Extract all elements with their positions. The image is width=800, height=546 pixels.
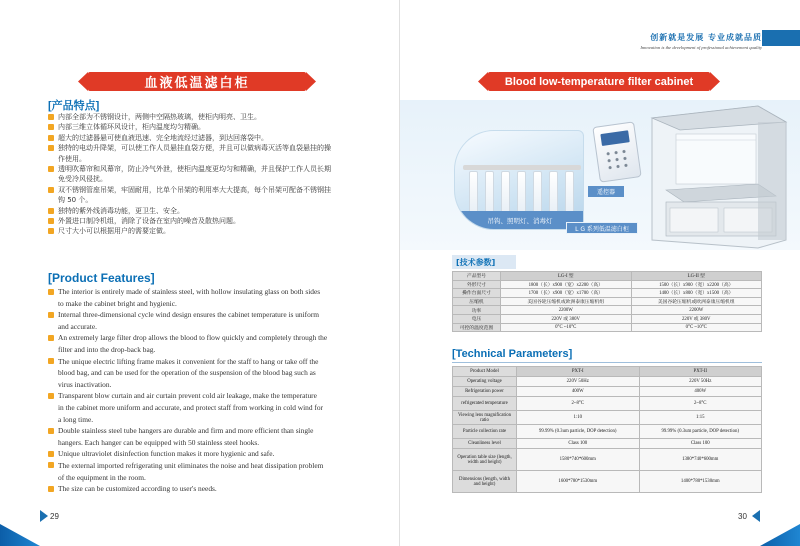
table-header-cell: PXT-I [517,367,640,377]
table-row [453,377,762,387]
spec-value: 2200W [631,306,762,315]
feature-en-line: Double stainless steel tube hangers are durable and firm and more efficient than single [48,425,353,437]
table-row [453,306,762,315]
table-header-row [453,367,762,377]
spec-table-en [452,366,762,493]
spec-value: 1600*780*1530mm [517,471,640,493]
spec-value: 1700（长）x900（宽）x1700（高） [501,289,632,298]
spec-value: 0°C ~10°C [631,323,762,332]
feature-en-line: in the cabinet more uniform and accurate, and protect staff from working in cold wind for [58,402,324,412]
table-header-cell: Product Model [453,367,517,377]
feature-cn-line: 独特的紫外线消毒功能，更卫生、安全。 [48,206,360,216]
features-en-heading: [Product Features] [48,271,155,285]
corner-decoration [760,524,800,546]
table-row [453,425,762,439]
spec-value: 1500（长）x900（宽）x2200（高） [631,280,762,289]
feature-en-line: a long time. [58,414,94,424]
table-row [453,387,762,397]
page-marker-icon [40,510,48,522]
spec-label: Particle collection rate [453,425,517,439]
spec-value: 2200W [501,306,632,315]
feature-en-line: The unique electric lifting frame makes it convenient for the staff to hang or take off the [48,356,353,368]
spec-en-heading: [Technical Parameters] [452,348,573,360]
hanger-caption: 吊钩、照明灯、消毒灯 [455,211,584,229]
feature-en-line: The external imported refrigerating unit eliminates the noise and heat dissipation problem [48,460,353,472]
spec-value: 美国谷轮压缩机或欧洲泰康压缩机组 [631,297,762,306]
spec-label: Viewing lens magnification ratio [453,411,517,425]
remote-caption: 遥控器 [588,186,624,197]
spec-label: 电压 [453,314,501,323]
feature-cn-line: 内部三维立体循环风设计，柜内温度均匀精确。 [48,122,360,132]
hanger-photo [454,130,584,230]
table-header-cell: 产品型号 [453,272,501,281]
spec-table-cn [452,271,762,332]
spec-value: 2~8°C [517,397,640,411]
spec-value: 220V 或 380V [631,314,762,323]
feature-cn-line: 外置进口制冷机组，消除了设备在室内的噪音及散热问题。 [48,216,360,226]
spec-value: 220V 50Hz [639,377,762,387]
remote-keys [604,147,633,172]
spec-value: 400W [639,387,762,397]
spec-label: 压缩机 [453,297,501,306]
feature-cn-line: 作使用。 [58,154,86,163]
feature-en-line: filter and into the drop-back bag. [58,344,156,354]
spec-value: 1580*740*600mm [517,449,640,471]
spec-value: 1400*780*1530mm [639,471,762,493]
feature-cn-line: 超大的过滤器悬可使血液迅速、完全地流经过滤器，到达回落袋中。 [48,133,360,143]
series-caption: L G 系列低温滤白柜 [566,222,638,234]
spec-value: 220V 或 380V [501,314,632,323]
table-row [453,439,762,449]
feature-en-line: The interior is entirely made of stainless steel, with hollow insulating glass on both sides [48,286,353,298]
spec-label: Operation table size (length, width and height) [453,449,517,471]
feature-cn-line: 免受冷风侵扰。 [58,175,107,184]
right-page [400,0,800,546]
remote-screen [600,130,629,146]
spec-label: refrigerated temperature [453,397,517,411]
feature-cn-line: 尺寸大小可以根据用户的需要定做。 [48,226,360,236]
page-title-cn: 血液低温滤白柜 [88,72,306,91]
spec-value: 220V 50Hz [517,377,640,387]
spec-value: 400W [517,387,640,397]
heading-underline [452,362,762,363]
spec-value: 0°C ~10°C [501,323,632,332]
spec-label: Dimensions (length, width and height) [453,471,517,493]
spec-value: 1400（长）x800（宽）x1500（高） [631,289,762,298]
feature-en-line: to make the cabinet bright and hygienic. [58,298,177,308]
feature-cn-line: 双不锈钢管座吊架，牢固耐用，比单个吊架的利用率大大提高，每个吊架可配备不锈钢挂 [48,185,360,195]
spec-value: 99.99% (0.3um particle, DOP detection) [517,425,640,439]
spec-label: Refrigeration power [453,387,517,397]
remote-control-icon [592,121,641,182]
table-row [453,471,762,493]
table-header-row [453,272,762,281]
feature-en-line: hangers. Each hanger can be equipped with 50 stainless steel hooks. [58,437,260,447]
feature-en-line: and accurate. [58,321,97,331]
hanger-rod [463,165,581,170]
table-header-cell: PXT-II [639,367,762,377]
feature-en-line: Internal three-dimensional cycle wind design ensures the cabinet temperature is uniform [48,309,353,321]
spec-value: 1800（长）x900（宽）x2200（高） [501,280,632,289]
feature-en-line: virus inactivation. [58,379,112,389]
spec-value: 1:15 [639,411,762,425]
table-row [453,289,762,298]
spec-label: 可控的温度范围 [453,323,501,332]
spec-value: Class 100 [639,439,762,449]
feature-cn-line: 独特的电动升降架，可以使工作人员悬挂血袋方便，并且可以做病毒灭活等血袋悬挂的操 [48,143,360,153]
spec-cn-heading: [技术参数] [452,255,516,269]
spec-label: 外形尺寸 [453,280,501,289]
feature-en-line: blood bag, and can be used for the operation of the suspension of the blood bag such as [58,368,316,378]
features-en-list [48,286,353,495]
feature-en-line: of the equipment in the room. [58,472,146,482]
feature-en-line: Transparent blow curtain and air curtain prevent cold air leakage, make the temperature [48,390,353,402]
table-header-cell: LG-I 型 [501,272,632,281]
spec-value: 2~8°C [639,397,762,411]
table-row [453,314,762,323]
page-number-right: 30 [738,512,747,521]
spec-label: 功率 [453,306,501,315]
corner-decoration [0,524,40,546]
spec-value: 1:10 [517,411,640,425]
features-cn-heading: [产品特点] [48,100,100,112]
slogan-bar-decoration [762,30,800,46]
table-row [453,449,762,471]
spec-value: 1380*740*600mm [639,449,762,471]
page-number-left: 29 [50,512,59,521]
table-row [453,411,762,425]
spec-label: Cleanliness level [453,439,517,449]
table-row [453,323,762,332]
page-marker-icon [752,510,760,522]
table-row [453,397,762,411]
spec-value: 99.99% (0.3um particle, DOP detection) [639,425,762,439]
feature-cn-line: 内部全部为不锈钢设计，两侧中空隔热玻璃，使柜内明亮、卫生。 [48,112,360,122]
spec-label: 操作台面尺寸 [453,289,501,298]
table-header-cell: LG-II 型 [631,272,762,281]
features-cn-list [48,112,360,237]
page-title-en: Blood low-temperature filter cabinet [488,72,710,91]
feature-en-line: Unique ultraviolet disinfection function makes it more hygienic and safe. [48,448,353,460]
slogan-en: Innovation is the development of professional achievement quality [640,45,762,50]
feature-en-line: The size can be customized according to user's needs. [48,483,353,495]
spec-label: Operating voltage [453,377,517,387]
table-row [453,297,762,306]
feature-cn-line: 透明吹幕帘和风幕帘，防止冷气外泄，使柜内温度更均匀和精确，并且保护工作人员长期 [48,164,360,174]
feature-en-line: An extremely large filter drop allows the blood to flow quickly and completely through the [48,332,353,344]
slogan-cn: 创新就是发展 专业成就品质 [650,33,762,42]
spec-value: 美国谷轮压缩机或欧洲泰康压缩机组 [501,297,632,306]
feature-cn-line: 钩 50 个。 [58,196,93,205]
cabinet-illustration [646,100,792,250]
table-row [453,280,762,289]
slogan [622,32,762,50]
spec-value: Class 100 [517,439,640,449]
